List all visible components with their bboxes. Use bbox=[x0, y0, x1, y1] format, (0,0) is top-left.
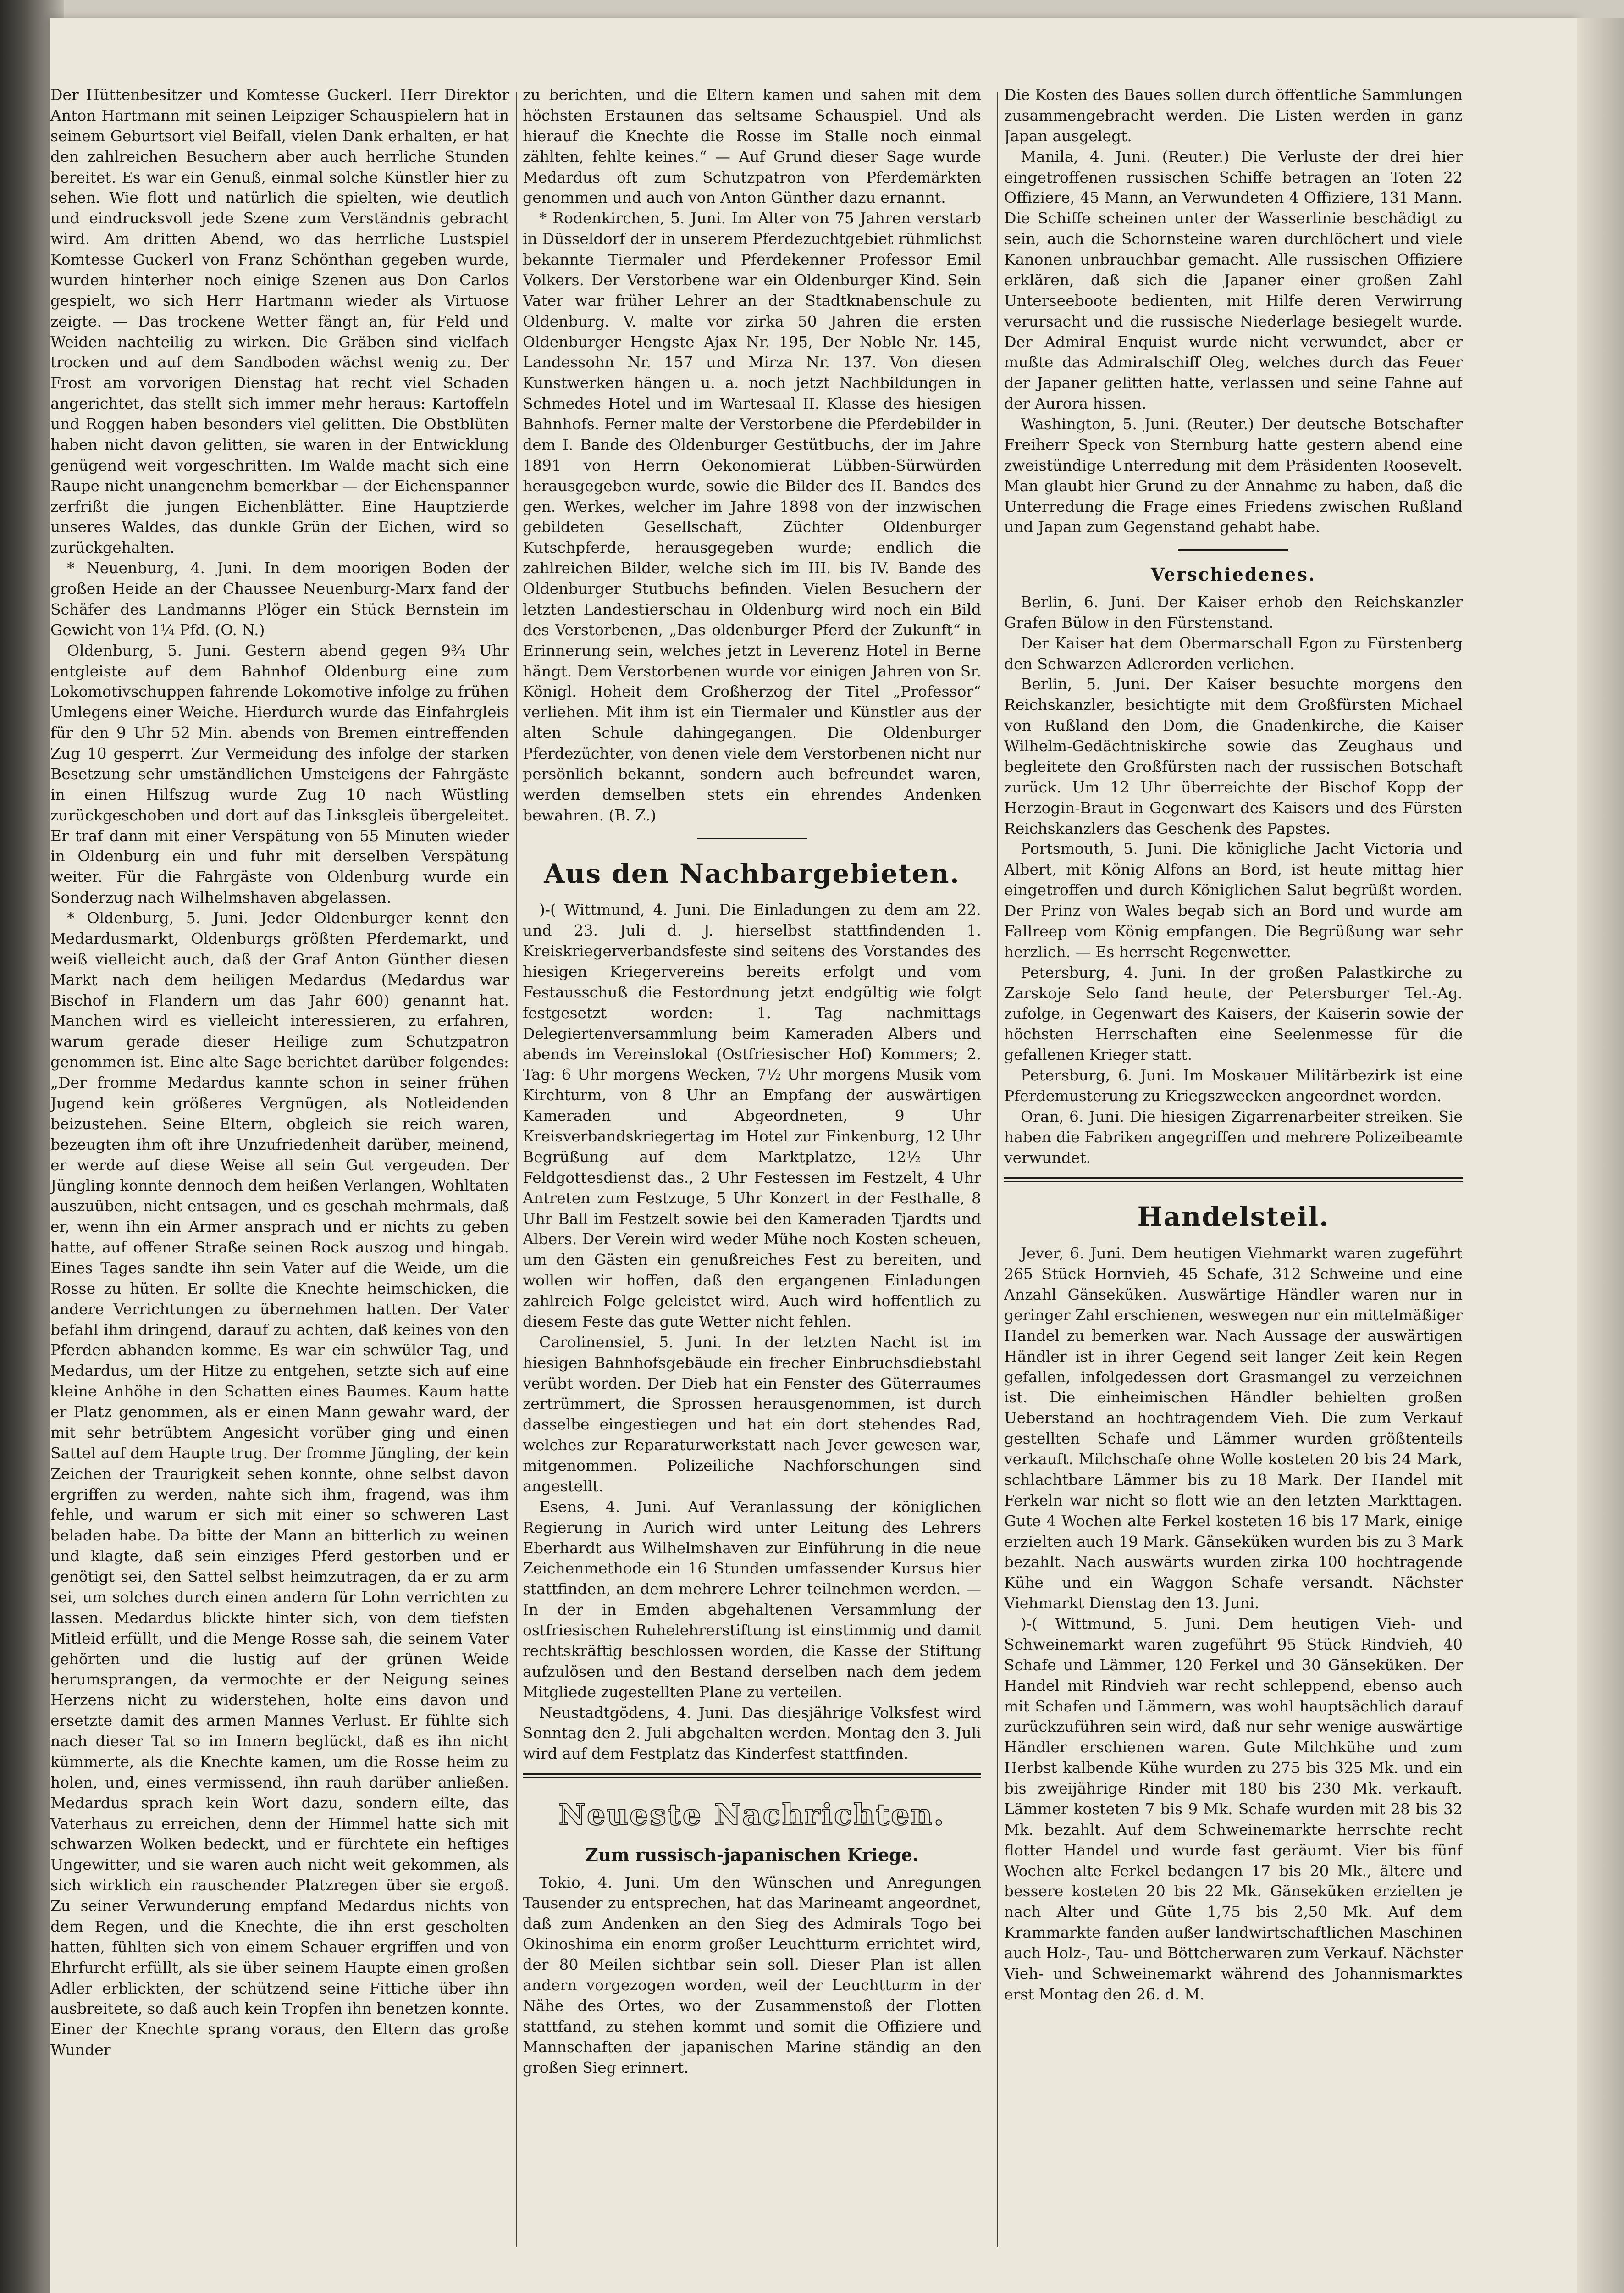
article-manila: Manila, 4. Juni. (Reuter.) Die Verluste der drei hier eingetroffenen russischen Schiffe betragen an Toten 22 Offiziere, 45 Mann, an Verwundeten 4 Offiziere, 131 Mann. Die Schiffe scheinen unter der Wasserlinie beschädigt zu sein, auch die Schornsteine waren durchlöchert und viele Kanonen unbrauchbar gemacht. Alle russischen Offiziere erklären, daß sich die Japaner einer großen Zahl Unterseeboote bedienten, mit Hilfe deren Verwirrung verursacht und die russische Niederlage besiegelt wurde. Der Admiral Enquist wurde nicht verwundet, aber er mußte das Admiralschiff Oleg, welches durch das Feuer der Japaner gelitten hatte, verlassen und seine Fahne auf der Aurora hissen. bbox=[1004, 147, 1463, 413]
page-edge bbox=[1577, 18, 1624, 2293]
separator bbox=[1004, 1177, 1463, 1182]
section-heading-neueste-nachrichten: Neueste Nachrichten. bbox=[558, 1798, 945, 1833]
separator bbox=[1178, 549, 1288, 551]
article-portsmouth: Portsmouth, 5. Juni. Die königliche Jacht Victoria und Albert, mit König Alfons an Bord, ist heute mittag hier eingetroffen und durch Königlichen Salut begrüßt worden. Der Prinz von Wales begab sich an Bord und wurde am Fallreep vom König empfangen. Die Begrüßung war sehr herzlich. — Es herrscht Regenwetter. bbox=[1004, 840, 1463, 961]
article-wittmund: )-( Wittmund, 4. Juni. Die Einladungen zu dem am 22. und 23. Juli d. J. hierselbst stattfindenden 1. Kreiskriegerverbandsfeste sind seitens des Vorstandes des hiesigen Kriegervereins bereits erfolgt und vom Festausschuß die Festordnung jetzt endgültig wie folgt festgesetzt worden: 1. Tag nachmittags Delegiertenversammlung beim Kameraden Albers und abends im Vereinslokal (Ostfriesischer Hof) Kommers; 2. Tag: 6 Uhr morgens Wecken, 7½ Uhr morgens Musik vom Kirchturm, von 8 Uhr an Empfang der auswärtigen Kameraden und Abgeordneten, 9 Uhr Kreisverbandskriegertag im Hotel zur Finkenburg, 12 Uhr Begrüßung auf dem Marktplatze, 12½ Uhr Feldgottesdienst das., 2 Uhr Festessen im Festzelt, 4 Uhr Antreten zum Festzuge, 5 Uhr Konzert in der Festhalle, 8 Uhr Ball im Festzelt sowie bei den Kameraden Tjardts und Albers. Der Verein wird weder Mühe noch Kosten scheuen, um den Gästen ein genußreiches Fest zu bereiten, und wollen wir hoffen, daß den ergangenen Einladungen zahlreich Folge geleistet wird. Auch wird hoffentlich zu diesem Feste das gute Wetter nicht fehlen. bbox=[523, 901, 981, 1330]
article-washington: Washington, 5. Juni. (Reuter.) Der deutsche Botschafter Freiherr Speck von Sternburg hatte gestern abend eine zweistündige Unterredung mit dem Präsidenten Roosevelt. Man glaubt hier Grund zu der Annahme zu haben, daß die Unterredung die Frage eines Friedens zwischen Rußland und Japan zum Gegenstand gehabt habe. bbox=[1004, 415, 1463, 536]
separator bbox=[697, 838, 807, 839]
article-petersburg-2: Petersburg, 6. Juni. Im Moskauer Militärbezirk ist eine Pferdemusterung zu Kriegszwecken angeordnet worden. bbox=[1004, 1066, 1463, 1105]
article-tokio: Tokio, 4. Juni. Um den Wünschen und Anregungen Tausender zu entsprechen, hat das Marineamt angeordnet, daß zum Andenken an den Sieg des Admirals Togo bei Okinoshima ein enorm großer Leuchtturm errichtet wird, der 80 Meilen sichtbar sein soll. Dieser Plan ist allen andern vorgezogen worden, weil der Leuchtturm in der Nähe des Ortes, wo der Zusammenstoß der Flotten stattfand, zu stehen kommt und somit die Offiziere und Mannschaften der japanischen Marine ständig an den großen Sieg erinnert. bbox=[523, 1873, 981, 2077]
article-berlin-1: Berlin, 6. Juni. Der Kaiser erhob den Reichskanzler Grafen Bülow in den Fürstenstand. bbox=[1004, 593, 1463, 631]
separator bbox=[523, 1773, 981, 1778]
section-heading-handelsteil: Handelsteil. bbox=[1137, 1201, 1330, 1233]
article-carolinensiel: Carolinensiel, 5. Juni. In der letzten Nacht ist im hiesigen Bahnhofsgebäude ein frecher Einbruchsdiebstahl verübt worden. Der Dieb hat ein Fenster des Güterraumes zertrümmert, die Sprossen herausgenommen, ist durch dasselbe eingestiegen und hat ein dort stehendes Rad, welches zur Reparaturwerkstatt nach Jever gewesen war, mitgenommen. Polizeiliche Nachforschungen sind angestellt. bbox=[523, 1333, 981, 1495]
article-neustadtgoedens: Neustadtgödens, 4. Juni. Das diesjährige Volksfest wird Sonntag den 2. Juli abgehalten werden. Montag den 3. Juli wird auf dem Festplatz das Kinderfest stattfinden. bbox=[523, 1703, 981, 1763]
article-medardus-continued: zu berichten, und die Eltern kamen und sahen mit dem höchsten Erstaunen das seltsame Schauspiel. Und als hierauf die Knechte die Rosse im Stalle noch einmal zählten, fehlte keines.“ — Auf Grund dieser Sage wurde Medardus oft zum Schutzpatron von Pferdemärkten genommen und auch von Anton Günther dazu ernannt. bbox=[523, 86, 981, 207]
article-tokio-continued: Die Kosten des Baues sollen durch öffentliche Sammlungen zusammengebracht werden. Die Listen werden in ganz Japan ausgelegt. bbox=[1004, 86, 1463, 145]
article-oldenburg-medardus: * Oldenburg, 5. Juni. Jeder Oldenburger kennt den Medardusmarkt, Oldenburgs größten Pferdemarkt, und weiß vielleicht auch, daß der Graf Anton Günther diesen Markt nach dem heiligen Medardus (Medardus war Bischof in Flandern um das Jahr 600) genannt hat. Manchen wird es vielleicht interessieren, zu erfahren, warum gerade dieser Heilige zum Schutzpatron genommen ist. Eine alte Sage berichtet darüber folgendes: „Der fromme Medardus kannte schon in seiner frühen Jugend kein größeres Vergnügen, als Notleidenden beizustehen. Seine Eltern, obgleich sie reich waren, bezeugten ihm oft ihre Unzufriedenheit darüber, meinend, er werde auf diese Weise all sein Gut vergeuden. Der Jüngling konnte dennoch dem heißen Verlangen, Wohltaten auszuüben, nicht entsagen, und es geschah mehrmals, daß er, wenn ihn ein Armer ansprach und er nichts zu geben hatte, auf offener Straße seinen Rock auszog und hingab. Eines Tages sandte ihn sein Vater auf die Weide, um die Rosse zu hüten. Er sollte die Knechte heimschicken, die andere Verrichtungen zu übernehmen hatten. Der Vater befahl ihm dringend, darauf zu achten, daß keines von den Pferden abhanden komme. Es war ein schwüler Tag, und Medardus, um der Hitze zu entgehen, setzte sich auf eine kleine Anhöhe in den Schatten eines Baumes. Kaum hatte er Platz genommen, als er einen Mann gewahr ward, der mit sehr betrübtem Angesicht vorüber ging und einen Sattel auf dem Haupte trug. Der fromme Jüngling, der kein Zeichen der Traurigkeit sehen konnte, ohne selbst davon ergriffen zu werden, nahte sich ihm, fragend, was ihm fehle, und warum er sich mit einer so schweren Last beladen habe. Da bitte der Mann an bitterlich zu weinen und klagte, daß sein einziges Pferd gestorben und er genötigt sei, den Sattel selbst heimzutragen, da er zu arm sei, um solches durch einen andern für Lohn verrichten zu lassen. Medardus blickte hinter sich, von dem tiefsten Mitleid erfüllt, und die Menge Rosse sah, die seinem Vater gehörten und die lustig auf der grünen Weide herumsprangen, da vermochte er der Neigung seines Herzens nicht zu widerstehen, holte eins davon und ersetzte damit des armen Mannes Verlust. Er fühlte sich nach dieser Tat so im Innern beglückt, daß es ihn nicht kümmerte, als die Knechte kamen, um die Rosse heim zu holen, und, eines vermissend, ihn rauh darüber anließen. Medardus sprach kein Wort dazu, sondern eilte, das Vaterhaus zu erreichen, denn der Himmel hatte sich mit schwarzen Wolken bedeckt, und er fürchtete ein heftiges Ungewitter, und sie waren auch nicht weit gekommen, als sich wirklich ein rauschender Platzregen über sie ergoß. Zu seiner Verwunderung empfand Medardus nichts von dem Regen, und die Knechte, die ihn erst gescholten hatten, fühlten sich von einem Schauer ergriffen und von Ehrfurcht erfüllt, als sie über seinem Haupte einen großen Adler erblickten, der schützend seine Fittiche über ihn ausbreitete, so daß auch kein Tropfen ihn benetzen konnte. Einer der Knechte sprang voraus, den Eltern das große Wunder bbox=[50, 909, 509, 2059]
column-2 bbox=[523, 85, 981, 2259]
subheading-krieg: Zum russisch-japanischen Kriege. bbox=[585, 1844, 919, 1866]
article-berlin-3: Berlin, 5. Juni. Der Kaiser besuchte morgens den Reichskanzler, besichtigte mit dem Großfürsten Michael von Rußland den Dom, die Gnadenkirche, die Kaiser Wilhelm-Gedächtniskirche sowie das Zeughaus und begleitete den Großfürsten nach der russischen Botschaft zurück. Um 12 Uhr überreichte der Bischof Kopp der Herzogin-Braut in Gegenwart des Kaisers und des Fürsten Reichskanzlers das Geschenk des Papstes. bbox=[1004, 675, 1463, 837]
section-heading-nachbargebiete: Aus den Nachbargebieten. bbox=[544, 858, 960, 889]
column-rule bbox=[997, 92, 998, 2247]
column-1 bbox=[50, 85, 509, 2259]
article-rodenkirchen: * Rodenkirchen, 5. Juni. Im Alter von 75 Jahren verstarb in Düsseldorf der in unserem Pferdezuchtgebiet rühmlichst bekannte Tiermaler und Pferdekenner Professor Emil Volkers. Der Verstorbene war ein Oldenburger Kind. Sein Vater war früher Lehrer an der Stadtknabenschule zu Oldenburg. V. malte vor zirka 50 Jahren die ersten Oldenburger Hengste Ajax Nr. 195, Der Noble Nr. 145, Landessohn Nr. 157 und Mirza Nr. 137. Von diesen Kunstwerken hängen u. a. noch jetzt Nachbildungen in Schmedes Hotel und im Wartesaal II. Klasse des hiesigen Bahnhofs. Ferner malte der Verstorbene die Pferdebilder in dem I. Bande des Oldenburger Gestütbuchs, der im Jahre 1891 von Herrn Oekonomierat Lübben-Sürwürden herausgegeben wurde, sowie die Bilder des II. Bandes des gen. Werkes, welcher im Jahre 1898 von der inzwischen gebildeten Gesellschaft, Züchter Oldenburger Kutschpferde, herausgegeben wurde; endlich die zahlreichen Bilder, welche sich im III. bis IV. Bande des Oldenburger Stutbuchs befinden. Vielen Besuchern der letzten Landestierschau in Oldenburg wird noch ein Bild des Verstorbenen, „Das oldenburger Pferd der Zukunft“ in Erinnerung sein, welches jetzt in Leverenz Hotel in Berne hängt. Dem Verstorbenen wurde vor einigen Jahren von Sr. Königl. Hoheit dem Großherzog der Titel „Professor“ verliehen. Mit ihm ist ein Tiermaler und Künstler aus der alten Schule dahingegangen. Die Oldenburger Pferdezüchter, von denen viele dem Verstorbenen nicht nur persönlich bekannt, sondern auch befreundet waren, werden demselben stets ein ehrendes Andenken bewahren. (B. Z.) bbox=[523, 209, 981, 824]
column-3 bbox=[1004, 85, 1463, 2259]
column-rule bbox=[516, 92, 517, 2247]
section-heading-verschiedenes: Verschiedenes. bbox=[1150, 564, 1316, 585]
article-theater: Der Hüttenbesitzer und Komtesse Guckerl. Herr Direktor Anton Hartmann mit seinen Leipziger Schauspielern hat in seinem Geburtsort viel Beifall, vielen Dank erhalten, er hat den zahlreichen Besuchern aber auch herrliche Stunden bereitet. Es war ein Genuß, einmal solche Künstler hier zu sehen. Wie flott und natürlich die spielten, wie deutlich und eindrucksvoll jede Szene zum Verständnis gebracht wird. Am dritten Abend, wo das herrliche Lustspiel Komtesse Guckerl von Franz Schönthan gegeben wurde, wurden hinterher noch einige Szenen aus Don Carlos gespielt, wo sich Herr Hartmann wieder als Virtuose zeigte. — Das trockene Wetter fängt an, für Feld und Weiden nachteilig zu wirken. Die Gräben sind vielfach trocken und auf dem Sandboden wächst wenig zu. Der Frost am vorvorigen Dienstag hat recht viel Schaden angerichtet, das stellt sich immer mehr heraus: Kartoffeln und Roggen haben besonders viel gelitten. Die Obstblüten haben nicht davon gelitten, sie waren in der Entwicklung genügend weit vorgeschritten. Im Walde macht sich eine Raupe nicht unangenehm bemerkbar — der Eichenspanner zerfrißt die jungen Eichenblätter. Eine Hauptzierde unseres Waldes, das dunkle Grün der Eichen, wird so zurückgehalten. bbox=[50, 86, 509, 557]
article-jever-market: Jever, 6. Juni. Dem heutigen Viehmarkt waren zugeführt 265 Stück Hornvieh, 45 Schafe, 312 Schweine und eine Anzahl Gänseküken. Auswärtige Händler waren nur in geringer Zahl erschienen, weswegen nur ein mittelmäßiger Handel zu bemerken war. Nach Aussage der auswärtigen Händler ist in ihrer Gegend seit langer Zeit kein Regen gefallen, infolgedessen dort Grasmangel zu verzeichnen ist. Die einheimischen Händler behielten großen Ueberstand an hochtragendem Vieh. Die zum Verkauf gestellten Schafe und Lämmer wurden größtenteils verkauft. Milchschafe ohne Wolle kosteten 20 bis 24 Mark, schlachtbare Lämmer bis zu 18 Mark. Der Handel mit Ferkeln war nicht so flott wie an den letzten Markttagen. Gute 4 Wochen alte Ferkel kosteten 16 bis 17 Mark, einige erzielten auch 19 Mark. Gänseküken wurden bis zu 3 Mark bezahlt. Nach auswärts wurden zirka 100 hochtragende Kühe und ein Waggon Schafe versandt. Nächster Viehmarkt Dienstag den 13. Juni. bbox=[1004, 1244, 1463, 1612]
article-petersburg-1: Petersburg, 4. Juni. In der großen Palastkirche zu Zarskoje Selo fand heute, der Petersburger Tel.-Ag. zufolge, in Gegenwart des Kaisers, der Kaiserin sowie der höchsten Herrschaften eine Seelenmesse für die gefallenen Krieger statt. bbox=[1004, 963, 1463, 1064]
article-wittmund-market: )-( Wittmund, 5. Juni. Dem heutigen Vieh- und Schweinemarkt waren zugeführt 95 Stück Rindvieh, 40 Schafe und Lämmer, 120 Ferkel und 30 Gänseküken. Der Handel mit Rindvieh war recht schleppend, ebenso auch mit Schafen und Lämmern, was wohl hauptsächlich darauf zurückzuführen sein wird, daß nur sehr wenige auswärtige Händler erschienen waren. Gute Milchkühe und zum Herbst kalbende Kühe wurden zu 275 bis 325 Mk. und ein bis zweijährige Rinder mit 180 bis 230 Mk. verkauft. Lämmer kosteten 7 bis 9 Mk. Schafe wurden mit 28 bis 32 Mk. bezahlt. Auf dem Schweinemarkte herrschte recht flotter Handel und wurde fast geräumt. Vier bis fünf Wochen alte Ferkel bedangen 17 bis 20 Mk., ältere und bessere kosteten 20 bis 22 Mk. Gänseküken erzielten je nach Alter und Güte 1,75 bis 2,50 Mk. Auf dem Krammarkte fanden außer landwirtschaftlichen Maschinen auch Holz-, Tau- und Böttcherwaren zum Verkauf. Nächster Vieh- und Schweinemarkt während des Johannismarktes erst Montag den 26. d. M. bbox=[1004, 1615, 1463, 2003]
article-neuenburg: * Neuenburg, 4. Juni. In dem moorigen Boden der großen Heide an der Chaussee Neuenburg-Marx fand der Schäfer des Landmanns Plöger ein Stück Bernstein im Gewicht von 1¼ Pfd. (O. N.) bbox=[50, 559, 509, 639]
article-berlin-2: Der Kaiser hat dem Obermarschall Egon zu Fürstenberg den Schwarzen Adlerorden verliehen. bbox=[1004, 634, 1463, 673]
article-esens: Esens, 4. Juni. Auf Veranlassung der königlichen Regierung in Aurich wird unter Leitung des Lehrers Eberhardt aus Wilhelmshaven zur Einführung in die neue Zeichenmethode ein 16 Stunden umfassender Kursus hier stattfinden, an dem mehrere Lehrer teilnehmen werden. — In der in Emden abgehaltenen Versammlung der ostfriesischen Ruhelehrerstiftung ist einstimmig und damit rechtskräftig beschlossen worden, die Kasse der Stiftung aufzulösen und den Bestand derselben nach dem jedem Mitgliede zugestellten Plane zu verteilen. bbox=[523, 1497, 981, 1701]
article-oldenburg-railway: Oldenburg, 5. Juni. Gestern abend gegen 9¾ Uhr entgleiste auf dem Bahnhof Oldenburg eine zum Lokomotivschuppen fahrende Lokomotive infolge zu frühen Umlegens einer Weiche. Hierdurch wurde das Einfahrgleis für den 9 Uhr 52 Min. abends von Bremen eintreffenden Zug 10 gesperrt. Zur Vermeidung des infolge der starken Besetzung sehr umständlichen Umsteigens der Fahrgäste in einen Hilfszug wurde Zug 10 nach Wüstling zurückgeschoben und dort auf das Linksgleis übergeleitet. Er traf dann mit einer Verspätung von 55 Minuten wieder in Oldenburg ein und fuhr mit derselben Verspätung weiter. Für die Fahrgäste von Oldenburg wurde ein Sonderzug nach Wilhelmshaven abgelassen. bbox=[50, 641, 509, 907]
article-oran: Oran, 6. Juni. Die hiesigen Zigarrenarbeiter streiken. Sie haben die Fabriken angegriffen und mehrere Polizeibeamte verwundet. bbox=[1004, 1107, 1463, 1167]
